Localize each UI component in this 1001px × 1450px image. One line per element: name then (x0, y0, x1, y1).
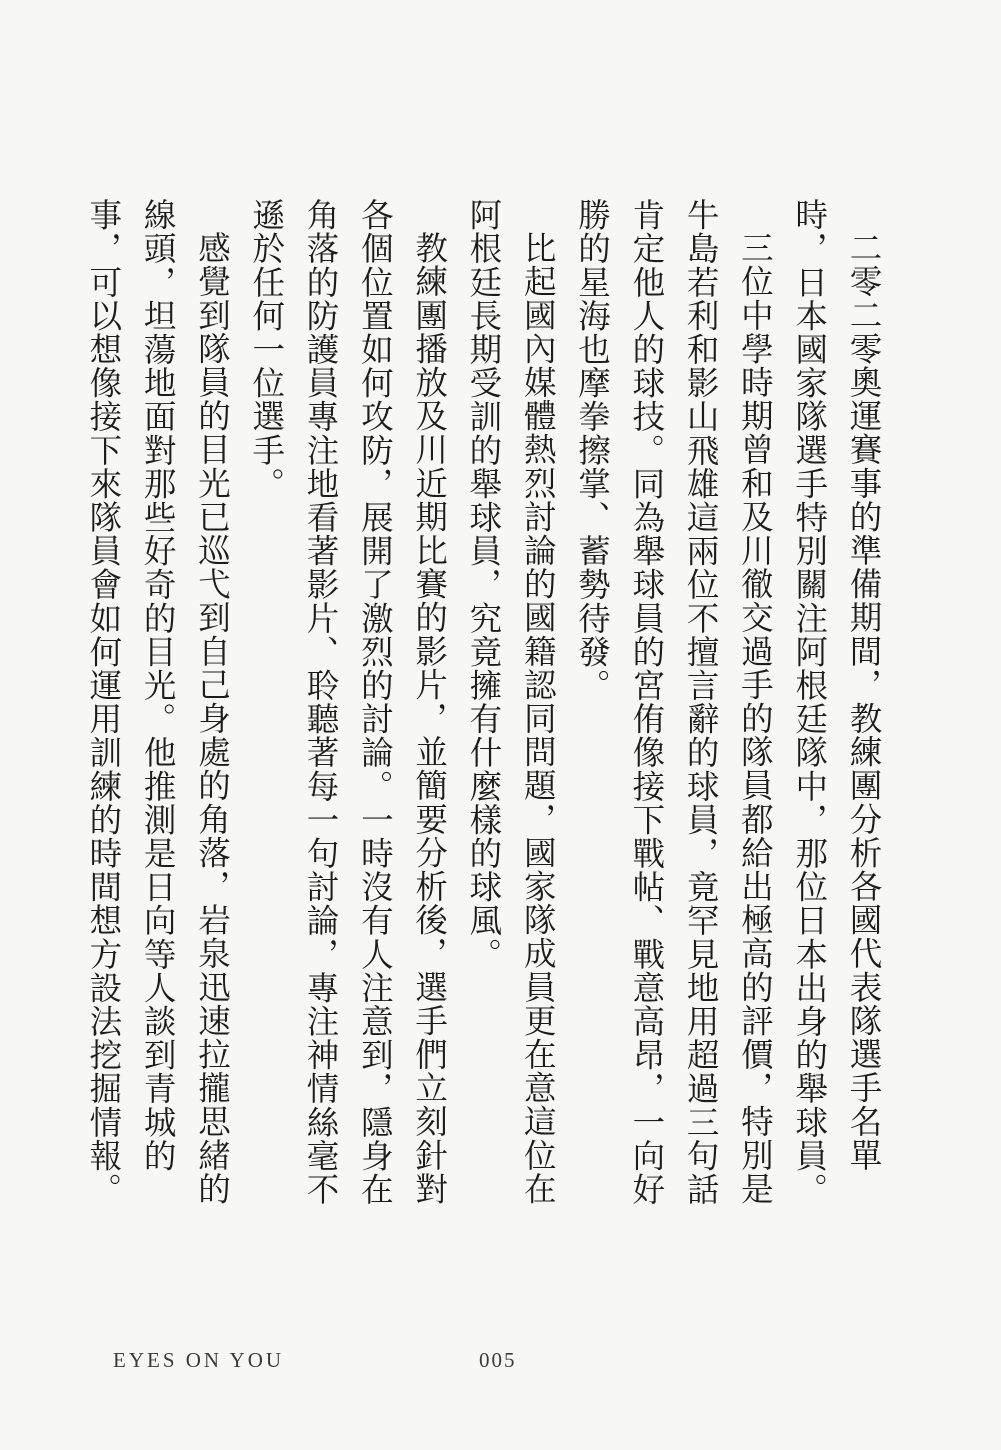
paragraph-2: 三位中學時期曾和及川徹交過手的隊員都給出極高的評價，特別是牛島若利和影山飛雄這兩位不擅言辭的球員，竟罕見地用超過三句話肯定他人的球技。同為舉球員的宮侑像接下戰帖、戰意高昂，一向好勝的星海也摩拳擦掌、蓄勢待發。 (573, 198, 775, 1206)
paragraph-1: 二零二零奧運賽事的準備期間，教練團分析各國代表隊選手名單時，日本國家隊選手特別關注阿根廷隊中，那位日本出身的舉球員。 (790, 198, 883, 1206)
page-number: 005 (479, 1348, 517, 1372)
running-title: EYES ON YOU (113, 1348, 285, 1372)
paragraph-3: 比起國內媒體熱烈討論的國籍認同問題，國家隊成員更在意這位在阿根廷長期受訓的舉球員，究竟擁有什麼樣的球風。 (464, 198, 558, 1205)
paragraph-4: 教練團播放及川近期比賽的影片，並簡要分析後，選手們立刻針對各個位置如何攻防，展開了激烈的討論。一時沒有人注意到，隱身在角落的防護員專注地看著影片、聆聽著每一句討論，專注神情絲毫不遜於任何一位選手。 (247, 198, 449, 1206)
paragraph-5: 感覺到隊員的目光已巡弋到自己身處的角落，岩泉迅速拉攏思緒的線頭，坦蕩地面對那些好奇的目光。他推測是日向等人談到青城的事，可以想像接下來隊員會如何運用訓練的時間想方設法挖掘情報。 (84, 198, 232, 1206)
body-text (77, 198, 891, 1228)
